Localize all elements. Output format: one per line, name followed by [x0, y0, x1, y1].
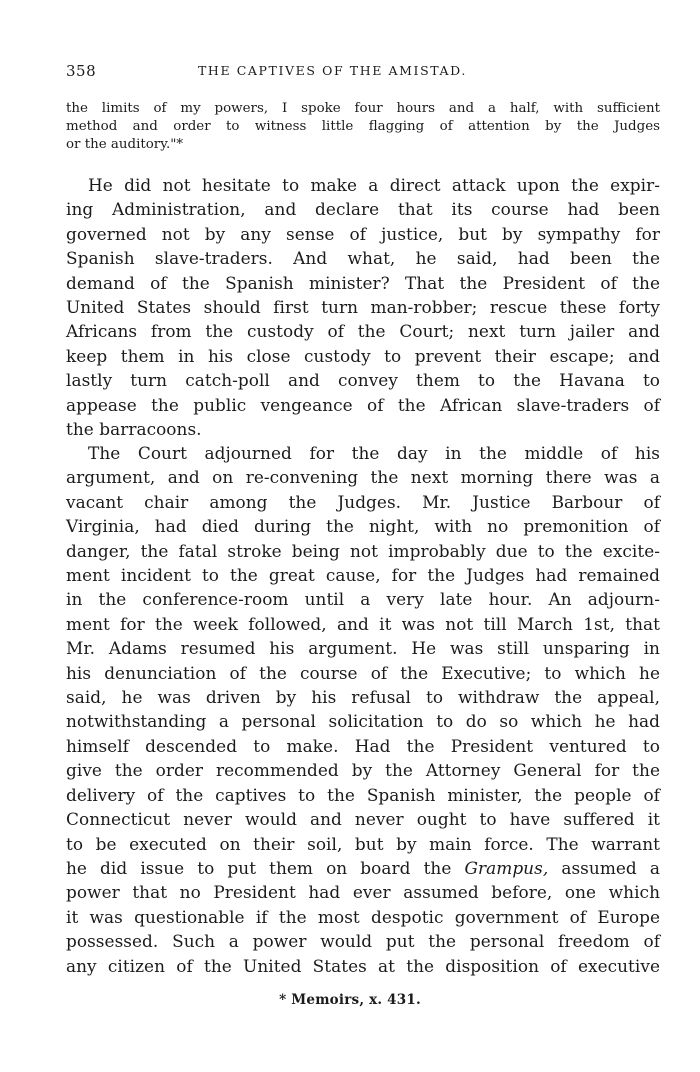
- text-line: possessed. Such a power would put the personal freedom of: [66, 931, 660, 952]
- text-line: or the auditory."*: [66, 137, 184, 152]
- text-line: appease the public vengeance of the African slave-traders of: [66, 394, 660, 415]
- text-line: Connecticut never would and never ought to have suffered it: [66, 809, 660, 830]
- text-line-with-italic: [66, 856, 660, 880]
- text-line: power that no President had ever assumed before, one which: [66, 882, 660, 903]
- text-line: his denunciation of the course of the Executive; to which he: [66, 662, 660, 683]
- footnote: * Memoirs, x. 431.: [279, 992, 421, 1008]
- text-line: The Court adjourned for the day in the middle of his: [88, 443, 660, 463]
- text-segment: he did issue to put them on board the: [66, 857, 465, 878]
- text-line: demand of the Spanish minister? That the President of the: [66, 272, 660, 293]
- text-line: to be executed on their soil, but by main force. The warrant: [66, 833, 660, 854]
- text-line: vacant chair among the Judges. Mr. Justice Barbour of: [66, 491, 660, 512]
- text-line: delivery of the captives to the Spanish minister, the people of: [66, 784, 660, 805]
- text-line: danger, the fatal stroke being not improbably due to the excite-: [66, 540, 660, 561]
- text-line: the limits of my powers, I spoke four hours and a half, with sufficient: [66, 101, 660, 116]
- text-line: governed not by any sense of justice, but by sympathy for: [66, 223, 660, 244]
- paragraph-1: [66, 173, 660, 441]
- ship-name: Grampus,: [464, 857, 549, 878]
- running-title: THE CAPTIVES OF THE AMISTAD.: [198, 63, 467, 78]
- text-line: give the order recommended by the Attorney General for the: [66, 760, 660, 781]
- page-number: 358: [66, 62, 97, 80]
- text-line: ment for the week followed, and it was not till March 1st, that: [66, 613, 660, 634]
- text-line: Africans from the custody of the Court; next turn jailer and: [66, 321, 660, 342]
- text-line: himself descended to make. Had the President ventured to: [66, 735, 660, 756]
- text-line: argument, and on re-convening the next morning there was a: [66, 467, 660, 488]
- text-line: any citizen of the United States at the disposition of executive: [66, 955, 660, 976]
- paragraph-2: [66, 441, 660, 978]
- text-line: said, he was driven by his refusal to withdraw the appeal,: [66, 687, 660, 708]
- text-line: ment incident to the great cause, for the Judges had remained: [66, 565, 660, 586]
- text-line: Virginia, had died during the night, with no premonition of: [66, 516, 660, 537]
- text-line: Mr. Adams resumed his argument. He was still unsparing in: [66, 638, 660, 659]
- text-line: Spanish slave-traders. And what, he said, had been the: [66, 248, 660, 269]
- text-line: keep them in his close custody to prevent their escape; and: [66, 345, 660, 366]
- page-header: [66, 62, 660, 82]
- text-line: ing Administration, and declare that its course had been: [66, 199, 660, 220]
- text-line: the barracoons.: [66, 419, 202, 440]
- text-line: notwithstanding a personal solicitation to do so which he had: [66, 711, 660, 732]
- text-line: United States should first turn man-robber; rescue these forty: [66, 297, 660, 318]
- text-segment: assumed a: [548, 857, 660, 878]
- text-line: method and order to witness little flagging of attention by the Judges: [66, 119, 660, 134]
- text-line: He did not hesitate to make a direct attack upon the expir-: [88, 175, 660, 195]
- text-line: in the conference-room until a very late hour. An adjourn-: [66, 589, 660, 610]
- text-line: it was questionable if the most despotic government of Europe: [66, 906, 660, 927]
- text-line: lastly turn catch-poll and convey them to the Havana to: [66, 370, 660, 391]
- quoted-passage: [66, 100, 660, 154]
